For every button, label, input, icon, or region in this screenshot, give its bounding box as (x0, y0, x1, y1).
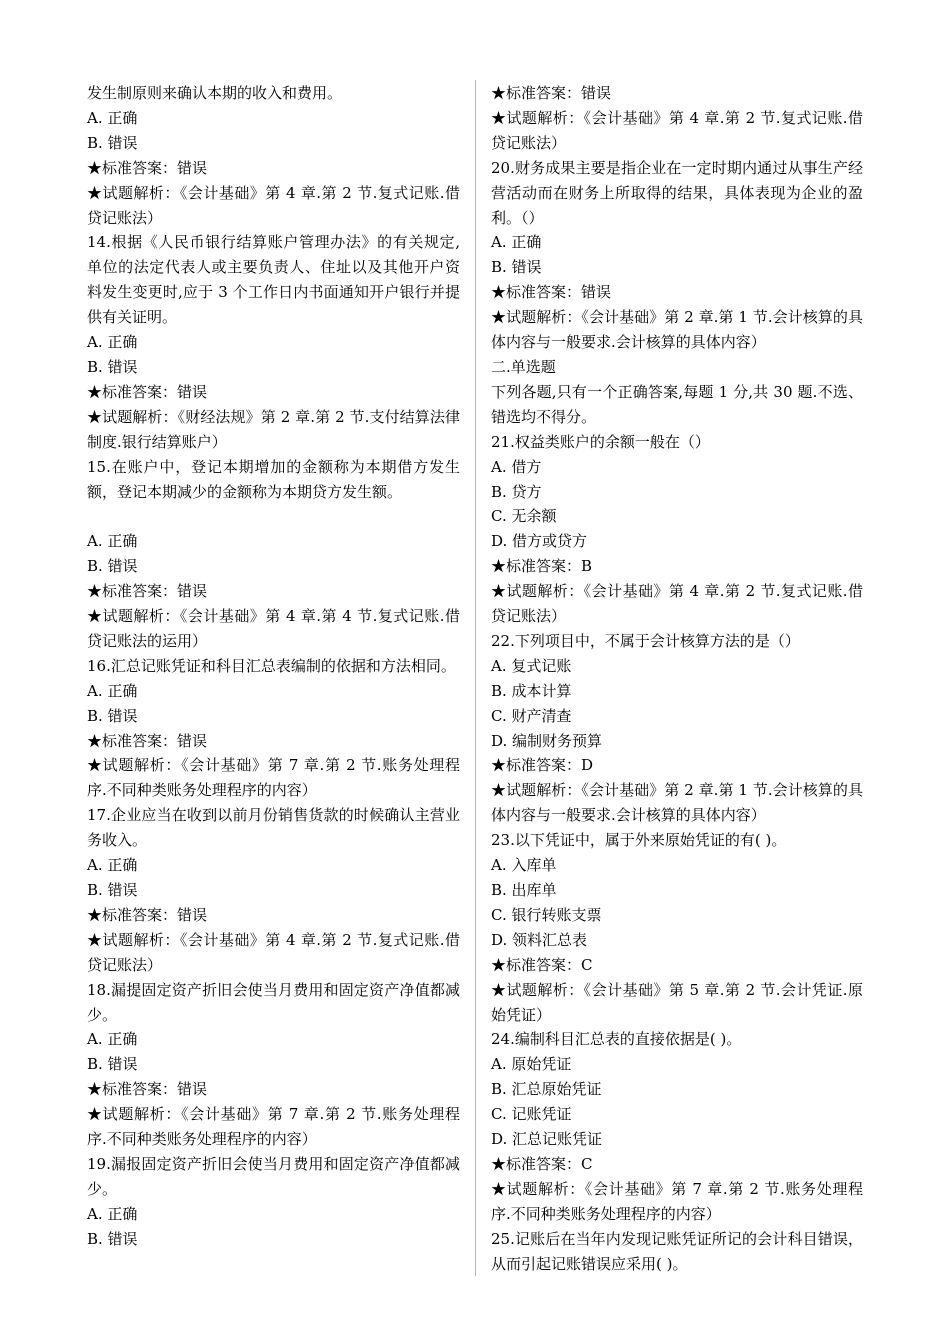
standard-answer: ★标准答案：错误 (491, 283, 612, 302)
answer-option: A. 正确 (87, 108, 138, 127)
answer-explanation: ★试题解析：《会计基础》第 4 章.第 2 节.复式记账.借贷记账法） (491, 108, 863, 152)
answer-explanation: ★试题解析：《会计基础》第 4 章.第 2 节.复式记账.借贷记账法） (491, 582, 863, 626)
answer-option: D. 汇总记账凭证 (491, 1130, 603, 1149)
question-text: 21.权益类账户的余额一般在（） (491, 432, 710, 451)
answer-option: B. 出库单 (491, 881, 557, 899)
answer-option: B. 错误 (87, 880, 138, 899)
standard-answer: ★标准答案：错误 (87, 731, 208, 750)
answer-option: A. 正确 (87, 532, 138, 551)
question-text: 16.汇总记账凭证和科目汇总表编制的依据和方法相同。 (87, 656, 456, 675)
question-text: 20.财务成果主要是指企业在一定时期内通过从事生产经营活动而在财务上所取得的结果，具体表现为企业的盈利。（） (491, 158, 863, 227)
blank-line (87, 504, 460, 529)
answer-option: A. 入库单 (491, 856, 557, 875)
answer-option: D. 领料汇总表 (491, 930, 588, 949)
question-text: 25.记账后在当年内发现记账凭证所记的会计科目错误，从而引起记账错误应采用( )。 (491, 1229, 863, 1273)
answer-option: B. 贷方 (491, 482, 542, 501)
question-text: 17.企业应当在收到以前月份销售货款的时候确认主营业务收入。 (87, 806, 460, 850)
answer-explanation: ★试题解析：《会计基础》第 4 章.第 2 节.复式记账.借贷记账法） (87, 930, 460, 974)
answer-option: B. 错误 (87, 557, 138, 576)
answer-option: A. 正确 (87, 333, 138, 352)
standard-answer: ★标准答案：错误 (87, 582, 208, 601)
left-column (87, 81, 460, 1252)
answer-explanation: ★试题解析：《会计基础》第 7 章.第 2 节.账务处理程序.不同种类账务处理程序的内容） (491, 1179, 863, 1223)
text-line: 二.单选题 (491, 357, 556, 376)
standard-answer: ★标准答案：错误 (87, 158, 208, 177)
answer-explanation: ★试题解析：《会计基础》第 2 章.第 1 节.会计核算的具体内容与一般要求.会计核算的具体内容） (491, 308, 863, 352)
answer-explanation: ★试题解析：《会计基础》第 7 章.第 2 节.账务处理程序.不同种类账务处理程序的内容） (87, 1105, 460, 1149)
answer-option: A. 正确 (87, 1030, 138, 1049)
answer-option: A. 原始凭证 (491, 1055, 572, 1074)
question-text: 24.编制科目汇总表的直接依据是( )。 (491, 1030, 742, 1049)
question-text: 22.下列项目中，不属于会计核算方法的是（） (491, 631, 800, 650)
answer-option: C. 记账凭证 (491, 1105, 572, 1124)
answer-explanation: ★试题解析：《会计基础》第 4 章.第 2 节.复式记账.借贷记账法） (87, 183, 460, 227)
answer-explanation: ★试题解析：《会计基础》第 4 章.第 4 节.复式记账.借贷记账法的运用） (87, 607, 460, 650)
answer-option: A. 借方 (491, 457, 542, 476)
answer-option: B. 汇总原始凭证 (491, 1080, 602, 1099)
standard-answer: ★标准答案：D (491, 756, 594, 775)
text-line: 下列各题,只有一个正确答案,每题 1 分,共 30 题.不选、错选均不得分。 (491, 382, 863, 426)
answer-option: B. 成本计算 (491, 681, 572, 700)
answer-option: A. 正确 (87, 1204, 138, 1223)
answer-option: C. 无余额 (491, 507, 557, 526)
answer-option: B. 错误 (87, 133, 138, 152)
answer-option: A. 正确 (87, 856, 138, 875)
answer-explanation: ★试题解析：《会计基础》第 7 章.第 2 节.账务处理程序.不同种类账务处理程序的内容） (87, 756, 460, 800)
standard-answer: ★标准答案：错误 (491, 84, 612, 102)
question-text: 15.在账户中，登记本期增加的金额称为本期借方发生额，登记本期减少的金额称为本期贷方发生额。 (87, 457, 460, 501)
answer-option: A. 复式记账 (491, 656, 572, 675)
standard-answer: ★标准答案：错误 (87, 905, 208, 924)
standard-answer: ★标准答案：B (491, 557, 593, 576)
column-divider (475, 80, 476, 1276)
answer-option: C. 银行转账支票 (491, 905, 602, 924)
answer-option: B. 错误 (491, 258, 542, 277)
question-text: 18.漏提固定资产折旧会使当月费用和固定资产净值都减少。 (87, 980, 460, 1024)
right-column (491, 81, 863, 1277)
question-text: 19.漏报固定资产折旧会使当月费用和固定资产净值都减少。 (87, 1154, 460, 1198)
standard-answer: ★标准答案：C (491, 1154, 593, 1173)
answer-explanation: ★试题解析：《财经法规》第 2 章.第 2 节.支付结算法律制度.银行结算账户） (87, 407, 460, 451)
standard-answer: ★标准答案：错误 (87, 1080, 208, 1099)
question-text: 23.以下凭证中，属于外来原始凭证的有( )。 (491, 831, 787, 850)
answer-option: B. 错误 (87, 706, 138, 725)
standard-answer: ★标准答案：C (491, 955, 593, 974)
text-line: 发生制原则来确认本期的收入和费用。 (87, 84, 343, 102)
standard-answer: ★标准答案：错误 (87, 382, 208, 401)
question-text: 14.根据《人民币银行结算账户管理办法》的有关规定,单位的法定代表人或主要负责人、住址以及其他开户资料发生变更时,应于 3 个工作日内书面通知开户银行并提供有关证明。 (87, 233, 460, 327)
answer-explanation: ★试题解析：《会计基础》第 2 章.第 1 节.会计核算的具体内容与一般要求.会计核算的具体内容） (491, 781, 863, 825)
answer-option: B. 错误 (87, 1229, 138, 1248)
answer-option: B. 错误 (87, 1055, 138, 1074)
answer-option: A. 正确 (491, 233, 542, 252)
answer-option: B. 错误 (87, 357, 138, 376)
answer-option: D. 编制财务预算 (491, 731, 603, 750)
answer-option: D. 借方或贷方 (491, 532, 588, 551)
answer-option: A. 正确 (87, 681, 138, 700)
answer-explanation: ★试题解析：《会计基础》第 5 章.第 2 节.会计凭证.原始凭证） (491, 980, 863, 1024)
answer-option: C. 财产清查 (491, 706, 572, 725)
